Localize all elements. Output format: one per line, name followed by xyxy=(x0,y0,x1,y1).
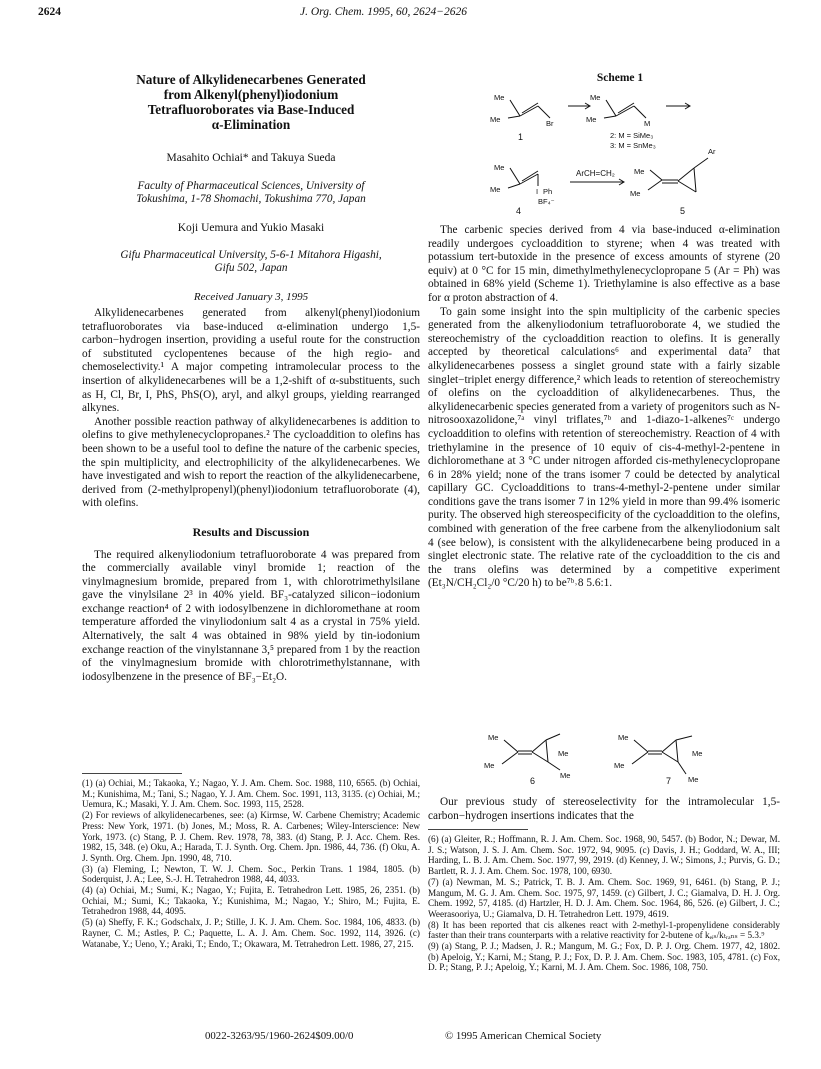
compound-2-label: 2: M = SiMe₃ xyxy=(610,131,654,140)
paragraph: Our previous study of stereoselectivity for the intramolecular 1,5-carbon−hydrogen insertions indicates that the xyxy=(428,796,780,822)
ar-label: Ar xyxy=(708,147,716,156)
title-line: α-Elimination xyxy=(211,117,291,132)
me-label: Me xyxy=(490,185,501,194)
footnotes-right xyxy=(428,834,780,973)
me-label: Me xyxy=(630,189,641,198)
scheme-title: Scheme 1 xyxy=(596,72,644,84)
structures-6-7 xyxy=(470,726,740,788)
footnotes-left xyxy=(82,778,420,949)
me-label: Me xyxy=(692,749,703,758)
me-label: Me xyxy=(688,775,699,784)
compound-1-number: 1 xyxy=(518,132,524,142)
footnote: (2) For reviews of alkylidenecarbenes, see: (a) Kirmse, W. Carbene Chemistry; Academic Press: New York, 1971. (b) Jones, M.; Moss, R. A. Carbenes; Wiley-Interscience: New York, 1973. (c) Stang, P. J. Chem. Rev. 1978, 78, 383. (d) Stang, P. J. Acc. Chem. Res. 1982, 15, 348. (e) Oku, A.; Harada, T. J. Synth. Org. Chem. Jpn. 1986, 44, 736. (f) Oku, A. J. Synth. Org. Chem. Jpn. 1990, 48, 710. xyxy=(82,810,420,863)
paragraph: The carbenic species derived from 4 via base-induced α-elimination readily undergoes cycloaddition to styrene; when 4 was treated with potassium tert-butoxide in the presence of excess amounts of styrene (20 equiv) at 0 °C for 15 min, dimethylmethylenecyclopropane 5 (Ar = Ph) was obtained in 68% yield (Scheme 1). Triethylamine is also effective as a base for α proton abstraction of 4. xyxy=(428,224,780,304)
paragraph: Alkylidenecarbenes generated from alkenyl(phenyl)iodonium tetrafluoroborates via base-induced α-elimination undergo 1,5-carbon−hydrogen insertion, providing a useful route for the construction of substituted cyclopentenes because of the high regio- and chemoselectivity.¹ A major competing intramolecular process to the insertion of alkylidenecarbenes will be a 1,2-shift of α-substituents, such as H, Cl, Br, I, PhS, PhS(O), aryl, and alkyl groups, yielding rearranged alkynes. xyxy=(82,307,420,415)
title-line: from Alkenyl(phenyl)iodonium xyxy=(163,87,339,102)
right-body xyxy=(428,224,780,591)
footnote: (6) (a) Gleiter, R.; Hoffmann, R. J. Am. Chem. Soc. 1968, 90, 5457. (b) Bodor, N.; Dewar, M. J. S.; Watson, J. S. J. Am. Chem. Soc. 1972, 94, 9095. (c) Davis, J. H.; Goddard, W. A., III; Harding, L. B. J. Am. Chem. Soc. 1977, 99, 2919. (d) Kenney, J. W.; Simons, J.; Purvis, G. D.; Bartlett, R. J. J. Am. Chem. Soc. 1978, 100, 6930. xyxy=(428,834,780,877)
br-label: Br xyxy=(546,119,554,128)
authors-1: Masahito Ochiai* and Takuya Sueda xyxy=(166,152,336,164)
me-label: Me xyxy=(590,93,601,102)
me-label: Me xyxy=(558,749,569,758)
me-label: Me xyxy=(490,115,501,124)
affiliation-line: Gifu Pharmaceutical University, 5-6-1 Mitahora Higashi, xyxy=(120,249,382,262)
authors-2: Koji Uemura and Yukio Masaki xyxy=(177,221,325,234)
footnote-rule xyxy=(82,773,182,774)
affiliation-1 xyxy=(82,180,420,206)
footnote-rule xyxy=(428,829,528,830)
compound-3-label: 3: M = SnMe₃ xyxy=(610,141,656,150)
me-label: Me xyxy=(634,167,645,176)
me-label: Me xyxy=(614,761,625,770)
footnote: (3) (a) Fleming, I.; Newton, T. W. J. Chem. Soc., Perkin Trans. 1 1984, 1805. (b) Soderquist, J. A.; Lee, S.-J. H. Tetrahedron 1988, 44, 4033. xyxy=(82,863,420,885)
footnote: (7) (a) Newman, M. S.; Patrick, T. B. J. Am. Chem. Soc. 1969, 91, 6461. (b) Stang, P. J.; Mangum, M. G. J. Am. Chem. Soc. 1975, 97, 1459. (c) Gilbert, J. C.; Giamalva, D. H. J. Org. Chem. 1992, 57, 4185. (d) Hartzler, H. D. J. Am. Chem. Soc. 1964, 86, 526. (e) Gilbert, J. C.; Weerasooriya, U.; Giamalva, D. H. Tetrahedron Lett. 1979, 4619. xyxy=(428,876,780,919)
footnote: (9) (a) Stang, P. J.; Madsen, J. R.; Mangum, M. G.; Fox, D. P. J. Org. Chem. 1977, 42, 1802. (b) Apeloig, Y.; Karni, M.; Stang, P. J.; Fox, D. P. J. Am. Chem. Soc. 1983, 105, 4781. (c) Fox, D. P.; Stang, P. J.; Apeloig, Y.; Karni, M. J. Am. Chem. Soc. 1986, 108, 750. xyxy=(428,941,780,973)
me-label: Me xyxy=(494,93,505,102)
me-label: Me xyxy=(488,733,499,742)
footnote: (4) (a) Ochiai, M.; Sumi, K.; Nagao, Y.; Fujita, E. Tetrahedron Lett. 1985, 26, 2351. (b) Ochiai, M.; Sumi, K.; Takaoka, Y.; Kunishima, M.; Nagao, Y.; Shiro, M.; Fujita, E. Tetrahedron 1988, 44, 4095. xyxy=(82,885,420,917)
compound-6-number: 6 xyxy=(530,776,536,786)
left-body xyxy=(82,307,420,684)
compound-7-number: 7 xyxy=(666,776,672,786)
title-line: Tetrafluoroborates via Base-Induced xyxy=(147,102,355,117)
article-title-block xyxy=(82,72,420,305)
scheme-1-graphic xyxy=(428,88,780,218)
m-label: M xyxy=(644,119,651,128)
me-label: Me xyxy=(618,733,629,742)
paragraph: The required alkenyliodonium tetrafluoroborate 4 was prepared from the commercially available vinyl bromide 1; reaction of the vinylmagnesium bromide, prepared from 1, with chlorotrimethylsilane gave the vinylsilane 2³ in 40% yield. BF₃-catalyzed silicon−iodonium exchange reaction⁴ of 2 with iodosylbenzene in dichloromethane at room temperature afforded the vinyliodonium salt 4 as a crystal in 75% yield. Alternatively, the salt 4 was obtained in 98% yield by tin-iodonium exchange reaction of the vinylstannane 3,⁵ prepared from 1 by the reaction of the vinylmagnesium bromide with chlorotrimethylstannane, with iodosylbenzene in the presence of BF₃−Et₂O. xyxy=(82,548,420,683)
footer-code: 0022-3263/95/1960-2624$09.00/0 xyxy=(205,1030,354,1042)
paragraph: Another possible reaction pathway of alkylidenecarbenes is addition to olefins to give methylenecyclopropanes.² The cycloaddition to olefins has been shown to be a useful tool to define the nature of the carbenic species, the spin multiplicity, and electrophilicity of the alkylidenecarbenes. We have investigated and wish to report the reaction of the alkylidenecarbene, derived from (2-methylpropenyl)(phenyl)iodonium tetrafluoroborate (4), with olefins. xyxy=(82,415,420,510)
affiliation-line: Faculty of Pharmaceutical Sciences, University of xyxy=(137,179,365,192)
journal-header: J. Org. Chem. 1995, 60, 2624−2626 xyxy=(300,6,468,18)
affiliation-2 xyxy=(82,249,420,275)
page-number: 2624 xyxy=(38,6,61,18)
me-label: Me xyxy=(586,115,597,124)
me-label: Me xyxy=(494,163,505,172)
affiliation-line: Gifu 502, Japan xyxy=(214,262,288,275)
paragraph: To gain some insight into the spin multiplicity of the carbenic species generated from the alkenyliodonium tetrafluoroborate 4, we studied the stereochemistry of the cycloaddition reaction to olefins. It is generally accepted by theoretical calculations⁶ and experimental data⁷ that alkylidenecarbenes possess a singlet ground state with a fairly sizable singlet−triplet energy difference,² which leads to retention of stereochemistry of olefins on the cycloaddition of alkylidenecarbenes. Thus, the alkylidenecarbenic species generated from a variety of progenitors such as N-nitrosooxazolidone,⁷ᵃ vinyl triflates,⁷ᵇ and 1-diazo-1-alkenes⁷ᶜ undergo cycloaddition to olefins with retention of stereochemistry. Reaction of 4 with triethylamine in the presence of 10 equiv of cis-4-methyl-2-pentene in dichloromethane at 3 °C under nitrogen afforded cis-methylenecyclopropane 6 in 28% yield; none of the trans isomer 7 could be detected by analytical capillary GC. Cycloadditions to trans-4-methyl-2-pentene under similar conditions gave the trans isomer 7 in 12% yield in more than 99.4% isomeric purity. The observed high stereospecificity of the cycloaddition to the olefins, combined with generation of the free carbene from the alkenyliodonium salt 4 (see below), is consistent with the alkylidenecarbene being produced in a singlet electronic state. The relative rate of the cycloaddition to the cis and the trans olefins was determined by a competitive experiment (Et₃N/CH₂Cl₂/0 °C/20 h) to be⁷ᵇ˒8 5.6:1. xyxy=(428,305,780,590)
reagent-label: ArCH=CH₂ xyxy=(576,169,615,178)
me-label: Me xyxy=(484,761,495,770)
footnote: (5) (a) Sheffy, F. K.; Godschalx, J. P.; Stille, J. K. J. Am. Chem. Soc. 1984, 106, 4833. (b) Rayner, C. M.; Astles, P. C.; Paquette, L. A. J. Am. Chem. Soc. 1992, 114, 3926. (c) Watanabe, Y.; Ueno, Y.; Araki, T.; Endo, T.; Okawara, M. Tetrahedron Lett. 1986, 27, 215. xyxy=(82,917,420,949)
title-line: Nature of Alkylidenecarbenes Generated xyxy=(136,72,366,87)
right-body-continued xyxy=(428,796,780,823)
affiliation-line: Tokushima, 1-78 Shomachi, Tokushima 770, Japan xyxy=(136,192,366,205)
compound-5-number: 5 xyxy=(680,206,686,216)
bf4-label: BF₄⁻ xyxy=(538,197,555,206)
footnote: (1) (a) Ochiai, M.; Takaoka, Y.; Nagao, Y. J. Am. Chem. Soc. 1988, 110, 6565. (b) Ochiai, M.; Kunishima, M.; Tani, S.; Nagao, Y. J. Am. Chem. Soc. 1991, 113, 3135. (c) Ochiai, M.; Uemura, K.; Masaki, Y. J. Am. Chem. Soc. 1993, 115, 2528. xyxy=(82,778,420,810)
phenyl-label: Ph xyxy=(543,187,553,196)
compound-4-number: 4 xyxy=(516,206,522,216)
footer-copyright: © 1995 American Chemical Society xyxy=(445,1030,602,1042)
me-label: Me xyxy=(560,771,571,780)
iodine-label: I xyxy=(536,187,539,196)
article-title xyxy=(82,72,420,132)
section-heading: Results and Discussion xyxy=(192,524,310,539)
footnote: (8) It has been reported that cis alkenes react with 2-methyl-1-propenylidene considerably faster than their trans counterparts with a relative reactivity for 2-butene of kₑᵢₛ/kₜᵣₐₙₛ = 5.3.⁹ xyxy=(428,919,780,941)
received-date: Received January 3, 1995 xyxy=(193,291,309,304)
